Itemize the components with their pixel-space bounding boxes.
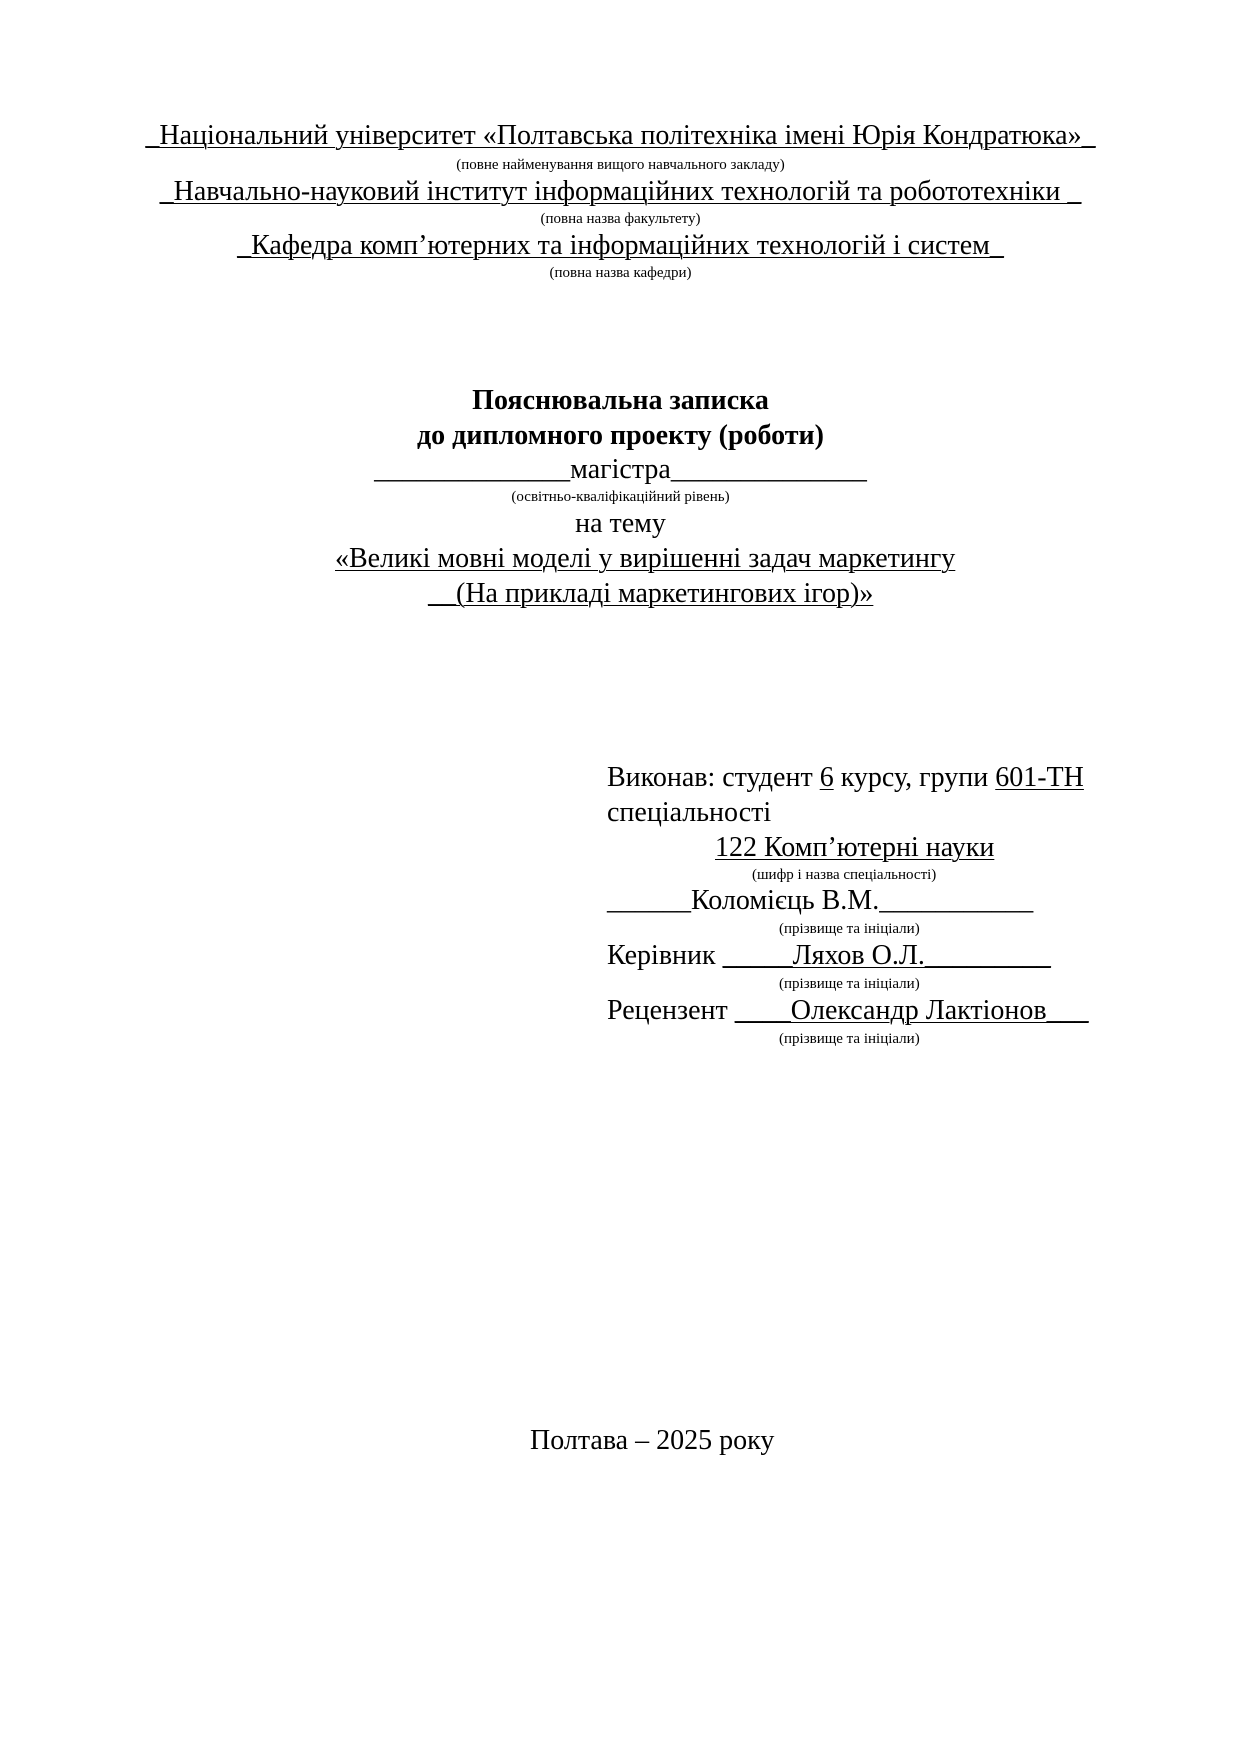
supervisor-line xyxy=(607,940,1051,972)
student-name: ______Коломієць В.М.___________ xyxy=(607,885,1034,916)
document-subtitle: до дипломного проекту (роботи) xyxy=(416,420,824,451)
specialty-caption: (шифр і назва спеціальності) xyxy=(752,867,937,883)
student-caption: (прізвище та ініціали) xyxy=(779,921,920,937)
department-name: _Кафедра комп’ютерних та інформаційних технологій і систем_ xyxy=(237,230,1004,261)
reviewer-name: ____Олександр Лактіонов___ xyxy=(734,995,1089,1026)
done-by-prefix: Виконав: студент xyxy=(607,762,820,793)
qualification-level: ______________магістра______________ xyxy=(374,454,867,485)
specialty-name: 122 Комп’ютерні науки xyxy=(715,832,995,863)
reviewer-label: Рецензент xyxy=(607,995,735,1026)
department-caption: (повна назва кафедри) xyxy=(549,265,692,281)
supervisor-caption: (прізвище та ініціали) xyxy=(779,976,920,992)
university-name: _Національний університет «Полтавська політехніка імені Юрія Кондратюка»_ xyxy=(145,120,1096,151)
course-suffix: курсу, групи xyxy=(833,762,996,793)
supervisor-name: _____Ляхов О.Л._________ xyxy=(722,940,1051,971)
topic-intro: на тему xyxy=(575,508,666,539)
topic-line-1: «Великі мовні моделі у вирішенні задач маркетингу xyxy=(335,543,956,574)
institute-name: _Навчально-науковий інститут інформаційних технологій та робототехніки _ xyxy=(159,176,1082,207)
document-title: Пояснювальна записка xyxy=(472,385,769,416)
institute-caption: (повна назва факультету) xyxy=(540,211,701,227)
reviewer-caption: (прізвище та ініціали) xyxy=(779,1031,920,1047)
course-number: 6 xyxy=(819,762,834,793)
done-by-line xyxy=(607,762,1084,794)
qualification-caption: (освітньо-кваліфікаційний рівень) xyxy=(511,489,730,505)
supervisor-label: Керівник xyxy=(607,940,723,971)
reviewer-line xyxy=(607,995,1089,1027)
university-caption: (повне найменування вищого навчального закладу) xyxy=(456,157,785,173)
topic-line-2: __(На прикладі маркетингових ігор)» xyxy=(428,578,874,609)
specialty-label: спеціальності xyxy=(607,797,772,828)
city-year: Полтава – 2025 року xyxy=(530,1425,775,1456)
group-number: 601-ТН xyxy=(995,762,1084,793)
